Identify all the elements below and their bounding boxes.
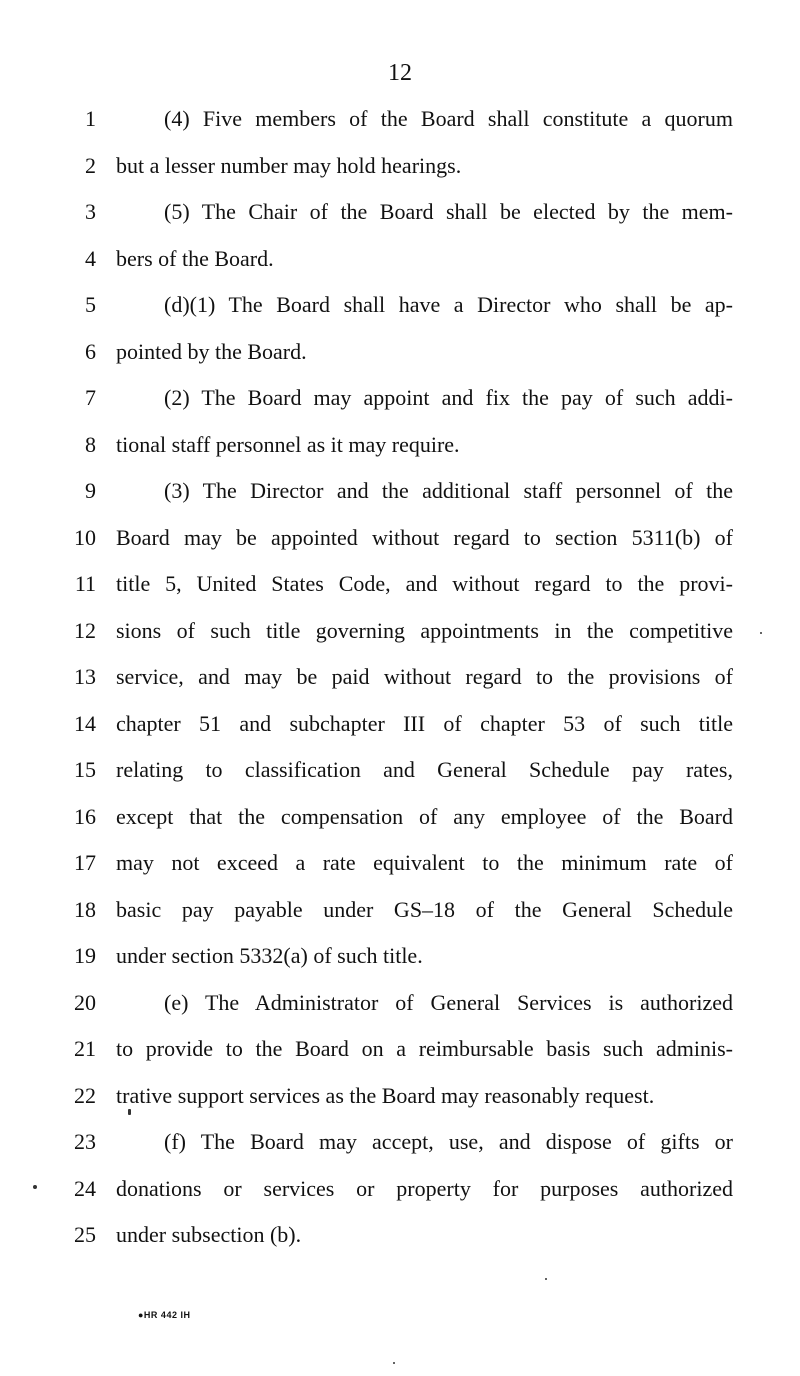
line-number: 13 [74, 664, 96, 689]
line-number: 12 [74, 617, 96, 643]
text-line [0, 608, 800, 655]
line-number: 3 [85, 199, 96, 224]
text-line [0, 747, 800, 794]
line-text: to provide to the Board on a reimbursable basis such adminis- [116, 1036, 733, 1061]
text-line [0, 236, 800, 283]
text-line [0, 1166, 800, 1213]
text-line [0, 515, 800, 562]
line-text: tional staff personnel as it may require. [116, 431, 460, 457]
line-text: Board may be appointed without regard to section 5311(b) of [116, 524, 733, 550]
text-line [0, 561, 800, 608]
line-text: (e) The Administrator of General Services is authorized [164, 989, 733, 1015]
line-text: chapter 51 and subchapter III of chapter 53 of such title [116, 710, 733, 736]
line-number: 7 [85, 385, 96, 410]
line-number: 4 [85, 245, 96, 271]
text-line [0, 840, 800, 887]
line-text: (3) The Director and the additional staff personnel of the [164, 478, 733, 503]
line-text: sions of such title governing appointments in the competitive [116, 617, 733, 643]
line-text: bers of the Board. [116, 245, 274, 271]
line-number: 6 [85, 338, 96, 364]
line-text: (2) The Board may appoint and fix the pay of such addi- [164, 385, 733, 410]
text-line [0, 1073, 800, 1120]
line-text: but a lesser number may hold hearings. [116, 152, 462, 178]
scan-speck [33, 1185, 37, 1189]
line-number: 25 [74, 1222, 96, 1247]
text-line [0, 1026, 800, 1073]
line-number: 2 [85, 152, 96, 178]
line-number: 18 [74, 896, 96, 922]
scan-speck [760, 632, 762, 634]
line-number: 8 [85, 431, 96, 457]
line-number: 21 [74, 1036, 96, 1061]
line-text: pointed by the Board. [116, 338, 307, 364]
line-text: relating to classification and General Schedule pay rates, [116, 757, 733, 782]
line-text: service, and may be paid without regard to the provisions of [116, 664, 733, 689]
text-line [0, 329, 800, 376]
line-number: 24 [74, 1175, 96, 1201]
line-text: may not exceed a rate equivalent to the minimum rate of [116, 850, 733, 875]
line-text: under subsection (b). [116, 1222, 302, 1247]
line-number: 16 [74, 803, 96, 829]
line-text: trative support services as the Board may reasonably request. [116, 1082, 655, 1108]
text-line [0, 468, 800, 515]
line-number: 17 [74, 850, 96, 875]
text-line [0, 422, 800, 469]
text-line [0, 933, 800, 980]
line-text: under section 5332(a) of such title. [116, 943, 423, 968]
line-text: except that the compensation of any employee of the Board [116, 803, 733, 829]
text-line [0, 282, 800, 329]
text-line [0, 1119, 800, 1166]
text-line [0, 980, 800, 1027]
line-number: 10 [74, 524, 96, 550]
line-text: title 5, United States Code, and without regard to the provi- [116, 571, 733, 596]
text-line [0, 654, 800, 701]
line-number: 1 [85, 106, 96, 131]
line-text: basic pay payable under GS–18 of the General Schedule [116, 896, 733, 922]
bill-text [0, 96, 800, 1259]
line-number: 9 [85, 478, 96, 503]
line-number: 15 [74, 757, 96, 782]
text-line [0, 375, 800, 422]
line-text: donations or services or property for purposes authorized [116, 1175, 733, 1201]
line-number: 22 [74, 1082, 96, 1108]
text-line [0, 96, 800, 143]
text-line [0, 1212, 800, 1259]
text-line [0, 701, 800, 748]
line-number: 20 [74, 989, 96, 1015]
line-number: 11 [74, 571, 96, 596]
text-line [0, 189, 800, 236]
bill-footer: ●HR 442 IH [138, 1310, 191, 1320]
scan-speck [393, 1362, 395, 1364]
line-number: 23 [74, 1129, 96, 1154]
line-text: (d)(1) The Board shall have a Director who shall be ap- [164, 292, 733, 317]
line-number: 19 [74, 943, 96, 968]
text-line [0, 794, 800, 841]
text-line [0, 887, 800, 934]
line-text: (f) The Board may accept, use, and dispose of gifts or [164, 1129, 733, 1154]
line-number: 14 [74, 710, 96, 736]
scan-speck [128, 1109, 131, 1115]
page-number: 12 [388, 60, 412, 86]
text-line [0, 143, 800, 190]
scan-speck [545, 1278, 547, 1280]
line-number: 5 [85, 292, 96, 317]
line-text: (4) Five members of the Board shall constitute a quorum [164, 106, 733, 131]
line-text: (5) The Chair of the Board shall be elected by the mem- [164, 199, 733, 224]
